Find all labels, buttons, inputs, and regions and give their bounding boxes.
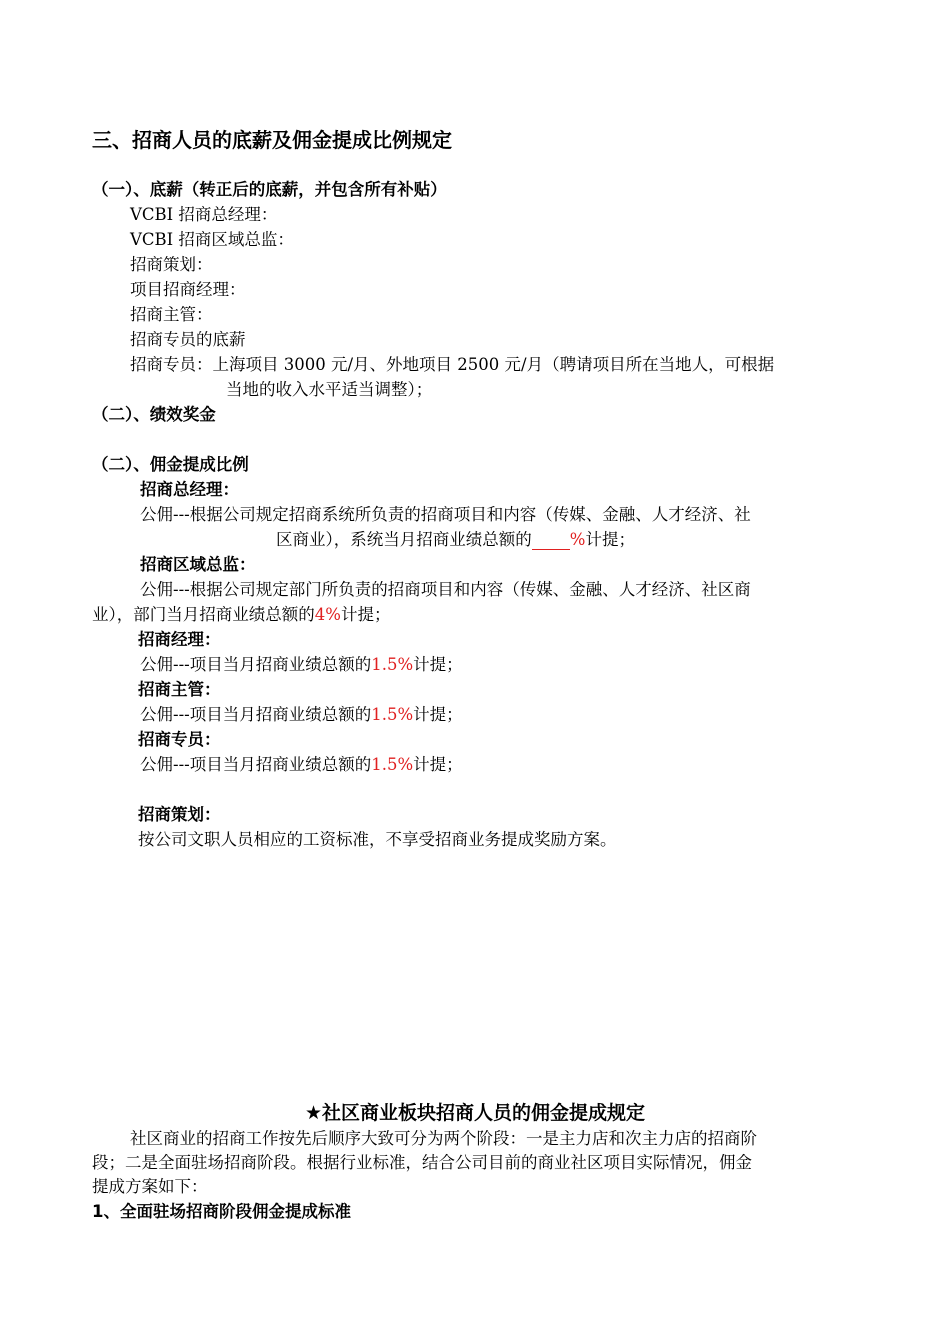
specialist-rate: 1.5% — [371, 755, 414, 774]
base-salary-item: 招商主管： — [130, 305, 213, 324]
gm-line1: 公佣---根据公司规定招商系统所负责的招商项目和内容（传媒、金融、人才经济、社 — [140, 505, 751, 524]
manager-line — [140, 651, 463, 675]
supervisor-line-prefix: 公佣---项目当月招商业绩总额的 — [140, 705, 372, 724]
regional-line2-suffix: 计提； — [340, 605, 391, 624]
base-salary-item: VCBI 招商总经理： — [130, 205, 278, 224]
performance-bonus-heading: （二）、绩效奖金 — [92, 405, 216, 424]
section-title: 三、招商人员的底薪及佣金提成比例规定 — [92, 128, 452, 152]
specialist-line — [140, 751, 463, 775]
base-salary-item: 招商策划： — [130, 255, 213, 274]
specialist-label: 招商专员： — [138, 730, 221, 749]
specialist-salary-line1: 招商专员：上海项目 3000 元/月、外地项目 2500 元/月（聘请项目所在当地人，可根据 — [130, 355, 775, 374]
commission-heading: （二）、佣金提成比例 — [92, 455, 249, 474]
specialist-salary-line2: 当地的收入水平适当调整）； — [226, 380, 433, 399]
supervisor-label: 招商主管： — [138, 680, 221, 699]
manager-line-suffix: 计提； — [413, 655, 463, 674]
regional-line1: 公佣---根据公司规定部门所负责的招商项目和内容（传媒、金融、人才经济、社区商 — [140, 580, 751, 599]
base-salary-item: 招商专员的底薪 — [130, 330, 246, 349]
manager-rate: 1.5% — [371, 655, 414, 674]
gm-line2-prefix: 区商业），系统当月招商业绩总额的 — [276, 530, 532, 549]
gm-rate-blank — [532, 531, 570, 550]
specialist-line-suffix: 计提； — [413, 755, 463, 774]
base-salary-item: 项目招商经理： — [130, 280, 246, 299]
planner-label: 招商策划： — [138, 805, 221, 824]
community-title: ★社区商业板块招商人员的佣金提成规定 — [304, 1102, 646, 1124]
regional-line2-prefix: 业），部门当月招商业绩总额的 — [92, 605, 315, 624]
gm-label: 招商总经理： — [140, 480, 239, 499]
gm-rate-percent: % — [569, 530, 586, 549]
regional-line2 — [92, 601, 390, 625]
gm-line2-suffix: 计提； — [585, 530, 635, 549]
community-para-line1: 社区商业的招商工作按先后顺序大致可分为两个阶段：一是主力店和次主力店的招商阶 — [130, 1129, 757, 1148]
supervisor-rate: 1.5% — [371, 705, 414, 724]
base-salary-heading: （一）、底薪（转正后的底薪，并包含所有补贴） — [92, 180, 447, 199]
specialist-line-prefix: 公佣---项目当月招商业绩总额的 — [140, 755, 372, 774]
planner-text: 按公司文职人员相应的工资标准，不享受招商业务提成奖励方案。 — [138, 830, 617, 849]
community-para-line3: 提成方案如下： — [92, 1177, 208, 1196]
gm-line2 — [276, 526, 635, 550]
base-salary-item: VCBI 招商区域总监： — [130, 230, 294, 249]
regional-label: 招商区域总监： — [140, 555, 256, 574]
supervisor-line — [140, 701, 463, 725]
manager-line-prefix: 公佣---项目当月招商业绩总额的 — [140, 655, 372, 674]
community-subheading: 1、全面驻场招商阶段佣金提成标准 — [92, 1202, 351, 1221]
supervisor-line-suffix: 计提； — [413, 705, 463, 724]
regional-rate: 4% — [314, 605, 341, 624]
community-para-line2: 段；二是全面驻场招商阶段。根据行业标准，结合公司目前的商业社区项目实际情况，佣金 — [92, 1153, 752, 1172]
manager-label: 招商经理： — [138, 630, 221, 649]
